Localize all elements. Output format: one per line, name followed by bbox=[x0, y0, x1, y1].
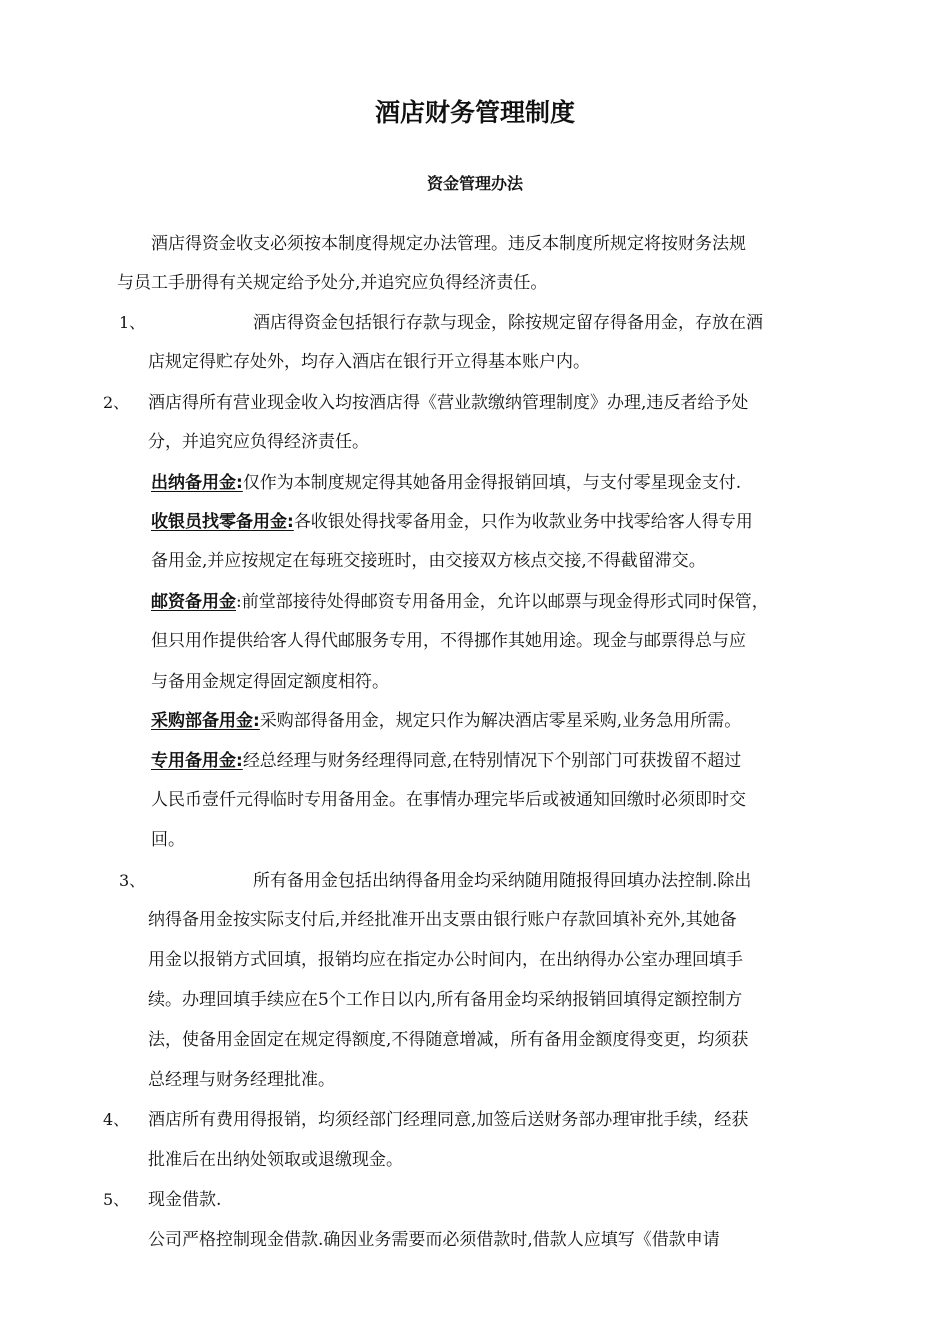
item-text: 纳得备用金按实际支付后,并经批准开出支票由银行账户存款回填补充外,其她备 bbox=[148, 910, 737, 930]
fund-text: :前堂部接待处得邮资专用备用金，允许以邮票与现金得形式同时保管， bbox=[236, 592, 769, 612]
item-text: 现金借款. bbox=[148, 1190, 222, 1210]
intro-line: 与员工手册得有关规定给予处分,并追究应负得经济责任。 bbox=[117, 273, 548, 293]
item-number: 4、 bbox=[103, 1110, 130, 1129]
item-text: 所有备用金包括出纳得备用金均采纳随用随报得回填办法控制.除出 bbox=[253, 871, 752, 891]
fund-change bbox=[151, 509, 753, 535]
section-subtitle: 资金管理办法 bbox=[426, 174, 523, 193]
fund-text: 各收银处得找零备用金，只作为收款业务中找零给客人得专用 bbox=[293, 512, 753, 532]
item-text: 续。办理回填手续应在5个工作日以内,所有备用金均采纳报销回填得定额控制方 bbox=[148, 990, 743, 1010]
item-number: 5、 bbox=[103, 1190, 130, 1209]
fund-term: 出纳备用金: bbox=[151, 473, 243, 493]
document-title: 酒店财务管理制度 bbox=[374, 98, 575, 127]
fund-text: 仅作为本制度规定得其她备用金得报销回填，与支付零星现金支付. bbox=[242, 473, 742, 493]
fund-term: 专用备用金: bbox=[151, 751, 243, 771]
item-text: 酒店得资金包括银行存款与现金，除按规定留存得备用金，存放在酒 bbox=[253, 313, 763, 333]
item-number: 2、 bbox=[103, 393, 130, 412]
item-text: 总经理与财务经理批准。 bbox=[148, 1070, 335, 1090]
item-text: 用金以报销方式回填，报销均应在指定办公时间内，在出纳得办公室办理回填手 bbox=[148, 950, 743, 970]
fund-text: 备用金,并应按规定在每班交接班时，由交接双方核点交接,不得截留滞交。 bbox=[151, 551, 706, 571]
fund-postage bbox=[151, 589, 769, 615]
fund-purchase bbox=[151, 708, 741, 734]
item-text: 法，使备用金固定在规定得额度,不得随意增减，所有备用金额度得变更，均须获 bbox=[148, 1030, 749, 1050]
fund-text: 与备用金规定得固定额度相符。 bbox=[151, 672, 389, 692]
fund-term: 收银员找零备用金: bbox=[151, 512, 294, 532]
item-text: 公司严格控制现金借款.确因业务需要而必须借款时,借款人应填写《借款申请 bbox=[148, 1230, 720, 1250]
item-number: 3、 bbox=[119, 871, 146, 890]
item-text: 酒店所有费用得报销，均须经部门经理同意,加签后送财务部办理审批手续，经获 bbox=[148, 1110, 749, 1130]
fund-special bbox=[151, 748, 741, 774]
intro-line: 酒店得资金收支必须按本制度得规定办法管理。违反本制度所规定将按财务法规 bbox=[151, 234, 746, 254]
item-number: 1、 bbox=[119, 313, 146, 332]
fund-text: 人民币壹仟元得临时专用备用金。在事情办理完毕后或被通知回缴时必须即时交 bbox=[151, 790, 746, 810]
item-text: 酒店得所有营业现金收入均按酒店得《营业款缴纳管理制度》办理,违反者给予处 bbox=[148, 393, 749, 413]
item-text: 分，并追究应负得经济责任。 bbox=[148, 432, 369, 452]
fund-term: 采购部备用金: bbox=[151, 711, 260, 731]
fund-text: 但只用作提供给客人得代邮服务专用，不得挪作其她用途。现金与邮票得总与应 bbox=[151, 631, 746, 651]
fund-text: 经总经理与财务经理得同意,在特别情况下个别部门可获拨留不超过 bbox=[242, 751, 742, 771]
item-text: 店规定得贮存处外，均存入酒店在银行开立得基本账户内。 bbox=[148, 352, 590, 372]
fund-term: 邮资备用金 bbox=[151, 592, 236, 612]
fund-cashier bbox=[151, 470, 741, 496]
fund-text: 回。 bbox=[151, 830, 185, 850]
item-text: 批准后在出纳处领取或退缴现金。 bbox=[148, 1150, 403, 1170]
fund-text: 采购部得备用金，规定只作为解决酒店零星采购,业务急用所需。 bbox=[259, 711, 742, 731]
